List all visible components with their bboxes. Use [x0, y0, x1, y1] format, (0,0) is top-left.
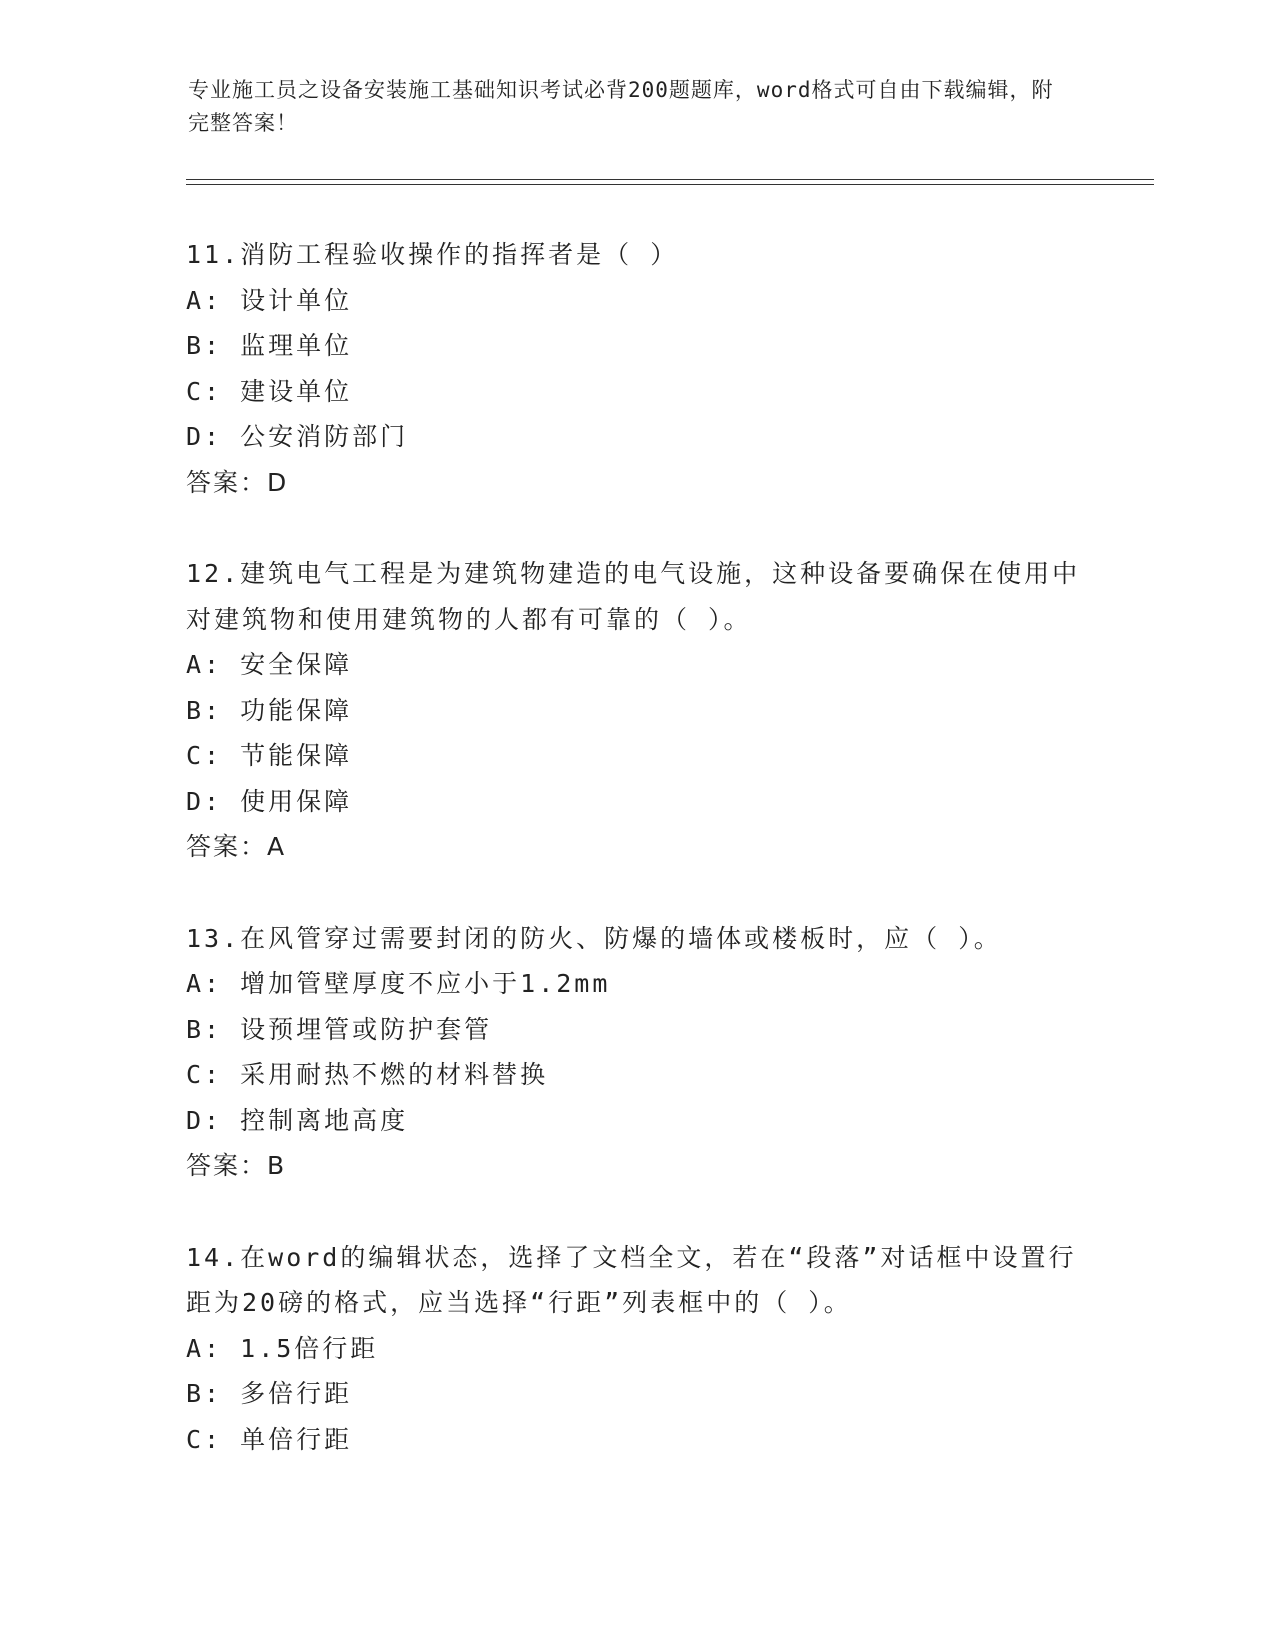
page-title: 专业施工员之设备安装施工基础知识考试必背200题题库，word格式可自由下载编辑，附完整答案！: [188, 78, 1054, 135]
option-c: C: 节能保障: [186, 741, 353, 770]
option-a: A: 安全保障: [186, 650, 353, 679]
answer-line: 答案：A: [186, 832, 287, 861]
option-c: C: 采用耐热不燃的材料替换: [186, 1060, 549, 1089]
question-12: [186, 551, 1086, 870]
option-d: D: 使用保障: [186, 786, 353, 816]
option-b: B: 功能保障: [186, 695, 353, 725]
question-stem: 13.在风管穿过需要封闭的防火、防爆的墙体或楼板时，应（ ）。: [186, 923, 1002, 953]
option-a: A: 1.5倍行距: [186, 1333, 379, 1363]
answer-line: 答案：D: [186, 467, 289, 497]
option-d: D: 控制离地高度: [186, 1105, 409, 1135]
question-14: [186, 1235, 1086, 1463]
option-c: C: 建设单位: [186, 376, 353, 406]
option-a: A: 增加管壁厚度不应小于1.2mm: [186, 969, 611, 998]
question-list: [186, 232, 1086, 1508]
header-double-rule: [186, 179, 1154, 185]
question-stem: 11.消防工程验收操作的指挥者是（ ）: [186, 240, 679, 269]
option-a: A: 设计单位: [186, 285, 353, 315]
option-d: D: 公安消防部门: [186, 422, 409, 451]
question-stem: 12.建筑电气工程是为建筑物建造的电气设施，这种设备要确保在使用中对建筑物和使用建筑物的人都有可靠的（ ）。: [186, 559, 1081, 634]
question-13: [186, 916, 1086, 1189]
answer-line: 答案：B: [186, 1151, 287, 1180]
question-11: [186, 232, 1086, 505]
option-b: B: 多倍行距: [186, 1379, 353, 1408]
option-b: B: 设预埋管或防护套管: [186, 1014, 493, 1044]
option-b: B: 监理单位: [186, 331, 353, 360]
option-c: C: 单倍行距: [186, 1424, 353, 1454]
question-stem: 14.在word的编辑状态，选择了文档全文，若在“段落”对话框中设置行距为20磅的格式，应当选择“行距”列表框中的（ ）。: [186, 1242, 1077, 1317]
